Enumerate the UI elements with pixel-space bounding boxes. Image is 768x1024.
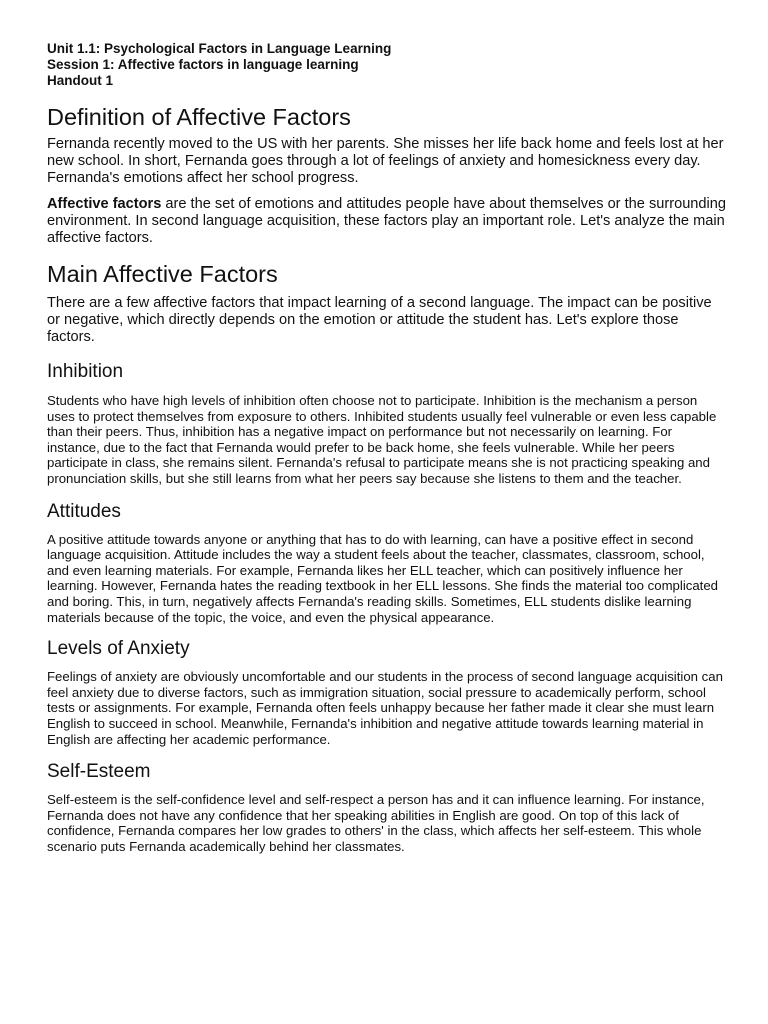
anxiety-heading: Levels of Anxiety bbox=[47, 638, 190, 660]
definition-heading: Definition of Affective Factors bbox=[47, 104, 351, 130]
main-factors-heading: Main Affective Factors bbox=[47, 261, 278, 287]
self-esteem-paragraph: Self-esteem is the self-confidence level and self-respect a person has and it can influence learning. For instance, Fernanda does not have any confidence that her speaking abilities in English are good. On top of this lack of confidence, Fernanda compares her low grades to others' in the class, which affects her self-esteem. This whole scenario puts Fernanda academically behind her classmates. bbox=[47, 792, 705, 854]
anxiety-paragraph: Feelings of anxiety are obviously uncomfortable and our students in the process of second language acquisition can feel anxiety due to diverse factors, such as immigration situation, social pressure to academically perform, school tests or assignments. For example, Fernanda often feels unhappy because her father made it clear she must learn English to succeed in school. Meanwhile, Fernanda's inhibition and negative attitude towards learning material in English are affecting her academic performance. bbox=[47, 669, 723, 747]
attitudes-paragraph: A positive attitude towards anyone or anything that has to do with learning, can have a positive effect in second language acquisition. Attitude includes the way a student feels about the teacher, classmates, classroom, school, and even learning materials. For example, Fernanda likes her ELL teacher, which can positively influence her learning. However, Fernanda hates the reading textbook in her ELL lessons. She finds the material too complicated and boring. This, in turn, negatively affects Fernanda's reading skills. Sometimes, ELL students dislike learning materials because of the topic, the voice, and even the physical appearance. bbox=[47, 531, 719, 625]
definition-paragraph-2-text: are the set of emotions and attitudes people have about themselves or the surrounding environment. In second language acquisition, these factors play an important role. Let's analyze the main affective factors. bbox=[47, 196, 727, 246]
self-esteem-heading: Self-Esteem bbox=[47, 761, 151, 783]
affective-factors-term: Affective factors bbox=[47, 196, 162, 212]
session-title: Session 1: Affective factors in language learning bbox=[47, 57, 359, 72]
handout-label: Handout 1 bbox=[47, 73, 113, 88]
unit-title: Unit 1.1: Psychological Factors in Language Learning bbox=[47, 41, 392, 56]
main-factors-intro: There are a few affective factors that impact learning of a second language. The impact can be positive or negative, which directly depends on the emotion or attitude the student has. Let's explore those factors. bbox=[47, 295, 712, 345]
inhibition-heading: Inhibition bbox=[47, 361, 124, 382]
attitudes-heading: Attitudes bbox=[47, 500, 121, 522]
definition-paragraph-1: Fernanda recently moved to the US with her parents. She misses her life back home and feels lost at her new school. In short, Fernanda goes through a lot of feelings of anxiety and homesickness every day. Fernanda's emotions affect her school progress. bbox=[47, 136, 724, 186]
inhibition-paragraph: Students who have high levels of inhibition often choose not to participate. Inhibition is the mechanism a person uses to protect themselves from exposure to others. Inhibited students usually feel vulnerable or even less capable than their peers. Thus, inhibition has a negative impact on performance but not necessarily on learning. For instance, due to the fact that Fernanda would prefer to be back home, she feels vulnerable. While her peers participate in class, she remains silent. Fernanda's refusal to participate means she is not practicing speaking and pronunciation skills, but she still learns from what her peers say because she listens to them and the teacher. bbox=[47, 393, 717, 486]
definition-paragraph-2 bbox=[47, 196, 727, 247]
handout-page bbox=[47, 41, 727, 854]
